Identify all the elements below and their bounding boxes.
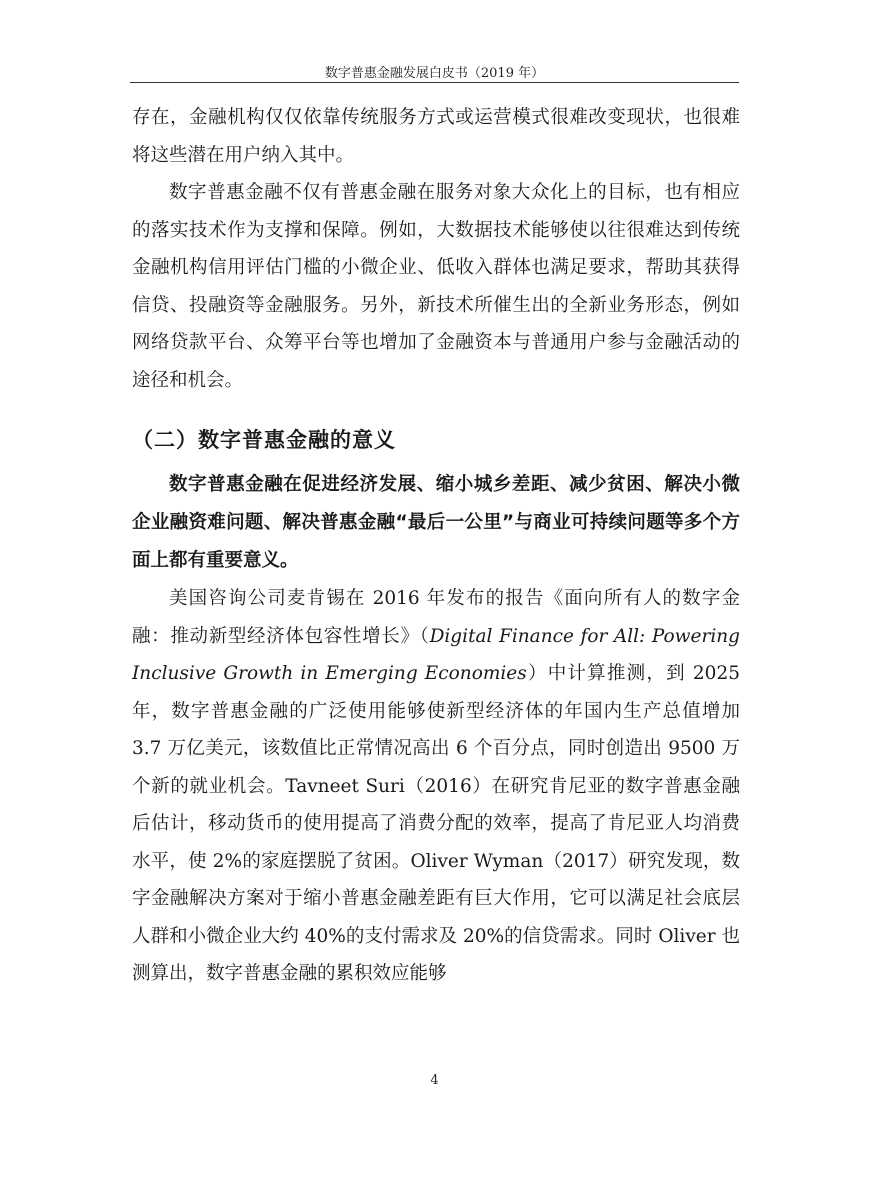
header-divider [130, 82, 739, 83]
paragraph-research-part-2: ）中计算推测，到 2025 年，数字普惠金融的广泛使用能够使新型经济体的年国内生产总值增加 3.7 万亿美元，该数值比正常情况高出 6 个百分点，同时创造出 9500 万个新的就业机会。Tavneet Suri（2016）在研究肯尼亚的数字普惠金融后估计，移动货币的使用提高了消费分配的效率，提高了肯尼亚人均消费水平，使 2%的家庭摆脱了贫困。Oliver Wyman（2017）研究发现，数字金融解决方案对于缩小普惠金融差距有巨大作用，它可以满足社会底层人群和小微企业大约 40%的支付需求及 20%的信贷需求。同时 Oliver 也测算出，数字普惠金融的累积效应能够 [132, 663, 740, 984]
paragraph-technology: 数字普惠金融不仅有普惠金融在服务对象大众化上的目标，也有相应的落实技术作为支撑和保障。例如，大数据技术能够使以往很难达到传统金融机构信用评估门槛的小微企业、低收入群体也满足要求，帮助其获得信贷、投融资等金融服务。另外，新技术所催生出的全新业务形态，例如网络贷款平台、众筹平台等也增加了金融资本与普通用户参与金融活动的途径和机会。 [132, 182, 740, 391]
paragraph-continuation: 存在，金融机构仅仅依靠传统服务方式或运营模式很难改变现状，也很难将这些潜在用户纳入其中。 [132, 107, 740, 166]
paragraph-research-part-1: 美国咨询公司麦肯锡在 2016 年发布的报告《面向所有人的数字金融：推动新型经济体包容性增长》（ [132, 588, 740, 647]
page-body [132, 99, 740, 993]
page-number: 4 [430, 1073, 439, 1088]
report-english-title: Digital Finance for All: Powering Inclusive Growth in Emerging Economies [132, 625, 740, 684]
paragraph-research [132, 580, 740, 993]
section-heading: （二）数字普惠金融的意义 [132, 428, 396, 452]
paragraph-significance-summary: 数字普惠金融在促进经济发展、缩小城乡差距、减少贫困、解决小微企业融资难问题、解决普惠金融“最后一公里”与商业可持续问题等多个方面上都有重要意义。 [132, 474, 740, 571]
running-header: 数字普惠金融发展白皮书（2019 年） [324, 66, 545, 81]
